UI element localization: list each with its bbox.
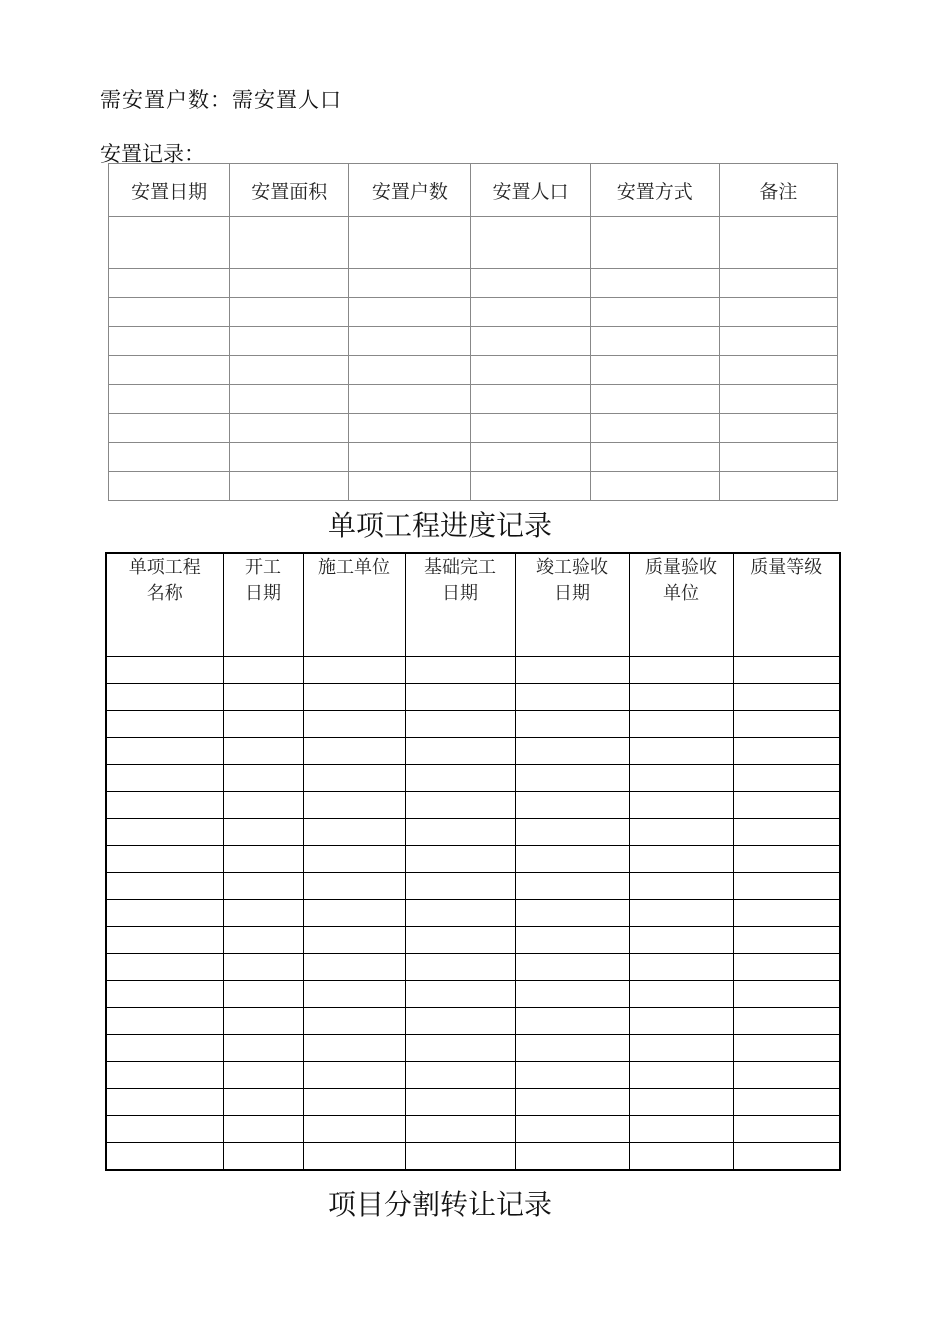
table-cell[interactable] (303, 1116, 405, 1143)
table-cell[interactable] (590, 269, 719, 298)
table-cell[interactable] (515, 927, 629, 954)
table-cell[interactable] (405, 846, 515, 873)
column-header: 安置方式 (590, 164, 719, 217)
table-cell[interactable] (629, 765, 733, 792)
table-cell[interactable] (106, 873, 223, 900)
table-cell[interactable] (471, 414, 590, 443)
table-cell[interactable] (590, 472, 719, 501)
column-header (733, 553, 840, 657)
table-cell[interactable] (106, 792, 223, 819)
table-cell[interactable] (109, 385, 230, 414)
table-cell[interactable] (590, 327, 719, 356)
table-header-row (109, 164, 838, 217)
table-cell[interactable] (230, 472, 349, 501)
table-cell[interactable] (515, 900, 629, 927)
column-header: 安置人口 (471, 164, 590, 217)
table-cell[interactable] (223, 819, 303, 846)
table-cell[interactable] (405, 900, 515, 927)
column-header (629, 553, 733, 657)
table-cell[interactable] (515, 819, 629, 846)
column-header (515, 553, 629, 657)
table-cell[interactable] (405, 1035, 515, 1062)
table-cell[interactable] (106, 765, 223, 792)
table-row (109, 269, 838, 298)
table-cell[interactable] (515, 846, 629, 873)
table-cell[interactable] (109, 356, 230, 385)
table-cell[interactable] (106, 738, 223, 765)
table-cell[interactable] (733, 1143, 840, 1171)
table-cell[interactable] (719, 443, 837, 472)
table-cell[interactable] (223, 738, 303, 765)
column-header-line: 日期 (442, 583, 478, 604)
table-cell[interactable] (223, 927, 303, 954)
table-cell[interactable] (109, 298, 230, 327)
table-cell[interactable] (349, 269, 471, 298)
table-cell[interactable] (629, 981, 733, 1008)
table-cell[interactable] (106, 1089, 223, 1116)
table-row (106, 657, 840, 684)
table-cell[interactable] (629, 711, 733, 738)
table-row (106, 1089, 840, 1116)
table-cell[interactable] (349, 327, 471, 356)
column-header-line: 开工 (245, 557, 281, 578)
table-cell[interactable] (303, 738, 405, 765)
table-cell[interactable] (223, 1143, 303, 1171)
table-cell[interactable] (590, 443, 719, 472)
table-cell[interactable] (223, 900, 303, 927)
table-cell[interactable] (106, 981, 223, 1008)
records-label: 安置记录： (100, 142, 205, 166)
column-header-line: 名称 (146, 583, 183, 604)
column-header-line: 质量等级 (750, 557, 823, 578)
table-cell[interactable] (719, 327, 837, 356)
table-cell[interactable] (719, 414, 837, 443)
table-cell[interactable] (223, 684, 303, 711)
table-row (106, 1035, 840, 1062)
table-cell[interactable] (349, 298, 471, 327)
table-cell[interactable] (629, 1062, 733, 1089)
table-cell[interactable] (109, 443, 230, 472)
table-cell[interactable] (303, 657, 405, 684)
table-row (106, 873, 840, 900)
table-cell[interactable] (733, 711, 840, 738)
table-cell[interactable] (515, 657, 629, 684)
table-cell[interactable] (230, 217, 349, 269)
table-cell[interactable] (223, 1116, 303, 1143)
table-cell[interactable] (733, 954, 840, 981)
table-cell[interactable] (733, 873, 840, 900)
table-cell[interactable] (515, 684, 629, 711)
table-cell[interactable] (515, 873, 629, 900)
table-cell[interactable] (733, 1008, 840, 1035)
table-cell[interactable] (733, 684, 840, 711)
table-cell[interactable] (733, 819, 840, 846)
column-header (303, 553, 405, 657)
table-row (109, 472, 838, 501)
table-cell[interactable] (303, 873, 405, 900)
table-row (109, 298, 838, 327)
table-cell[interactable] (223, 1062, 303, 1089)
column-header-line: 单项工程 (128, 557, 201, 578)
transfer-title: 项目分割转让记录 (327, 1188, 552, 1221)
table-cell[interactable] (223, 846, 303, 873)
table-cell[interactable] (230, 443, 349, 472)
table-row (109, 385, 838, 414)
table-cell[interactable] (349, 385, 471, 414)
resettlement-table (108, 163, 838, 501)
table-cell[interactable] (629, 1089, 733, 1116)
table-cell[interactable] (223, 981, 303, 1008)
table-cell[interactable] (109, 327, 230, 356)
table-cell[interactable] (590, 298, 719, 327)
table-cell[interactable] (405, 1008, 515, 1035)
table-cell[interactable] (719, 269, 837, 298)
table-row (106, 765, 840, 792)
table-row (106, 1008, 840, 1035)
table-cell[interactable] (405, 765, 515, 792)
table-cell[interactable] (733, 927, 840, 954)
table-cell[interactable] (733, 1035, 840, 1062)
column-header-line: 单位 (663, 583, 699, 604)
table-row (106, 711, 840, 738)
table-cell[interactable] (719, 298, 837, 327)
table-cell[interactable] (303, 981, 405, 1008)
table-cell[interactable] (471, 327, 590, 356)
table-cell[interactable] (405, 657, 515, 684)
column-header-line: 基础完工 (424, 557, 496, 578)
table-cell[interactable] (590, 217, 719, 269)
table-cell[interactable] (719, 356, 837, 385)
table-cell[interactable] (106, 954, 223, 981)
table-cell[interactable] (405, 1143, 515, 1171)
table-cell[interactable] (349, 356, 471, 385)
table-cell[interactable] (590, 385, 719, 414)
table-cell[interactable] (349, 217, 471, 269)
table-cell[interactable] (109, 414, 230, 443)
column-header: 安置日期 (109, 164, 230, 217)
table-cell[interactable] (223, 792, 303, 819)
table-cell[interactable] (223, 873, 303, 900)
table-cell[interactable] (303, 1035, 405, 1062)
table-cell[interactable] (471, 269, 590, 298)
table-row (106, 954, 840, 981)
table-cell[interactable] (629, 819, 733, 846)
column-header-line: 日期 (245, 583, 281, 604)
table-cell[interactable] (629, 900, 733, 927)
needs-line: 需安置户数：需安置人口 (100, 88, 342, 112)
table-cell[interactable] (106, 711, 223, 738)
table-row (106, 900, 840, 927)
progress-title: 单项工程进度记录 (327, 509, 552, 542)
table-cell[interactable] (223, 711, 303, 738)
table-cell[interactable] (405, 981, 515, 1008)
table-cell[interactable] (471, 443, 590, 472)
table-cell[interactable] (733, 846, 840, 873)
table-cell[interactable] (405, 684, 515, 711)
table-cell[interactable] (405, 711, 515, 738)
table-cell[interactable] (515, 738, 629, 765)
table-cell[interactable] (629, 792, 733, 819)
table-cell[interactable] (719, 217, 837, 269)
table-cell[interactable] (515, 1035, 629, 1062)
table-row (109, 443, 838, 472)
table-cell[interactable] (733, 657, 840, 684)
column-header (405, 553, 515, 657)
table-cell[interactable] (230, 385, 349, 414)
table-cell[interactable] (515, 1089, 629, 1116)
table-cell[interactable] (303, 1089, 405, 1116)
table-row (106, 1116, 840, 1143)
table-cell[interactable] (230, 269, 349, 298)
table-cell[interactable] (629, 657, 733, 684)
table-cell[interactable] (629, 1008, 733, 1035)
table-cell[interactable] (106, 1062, 223, 1089)
table-cell[interactable] (106, 846, 223, 873)
table-cell[interactable] (471, 217, 590, 269)
table-cell[interactable] (230, 414, 349, 443)
column-header (106, 553, 223, 657)
table-row (106, 738, 840, 765)
table-cell[interactable] (405, 1116, 515, 1143)
table-cell[interactable] (515, 954, 629, 981)
table-cell[interactable] (719, 385, 837, 414)
table-cell[interactable] (629, 873, 733, 900)
table-row (106, 792, 840, 819)
table-cell[interactable] (106, 927, 223, 954)
column-header-line: 竣工验收 (536, 557, 608, 578)
table-cell[interactable] (515, 981, 629, 1008)
table-cell[interactable] (106, 1035, 223, 1062)
table-cell[interactable] (230, 298, 349, 327)
table-cell[interactable] (733, 765, 840, 792)
table-cell[interactable] (733, 981, 840, 1008)
table-cell[interactable] (629, 738, 733, 765)
table-cell[interactable] (405, 1089, 515, 1116)
table-cell[interactable] (106, 819, 223, 846)
table-cell[interactable] (629, 846, 733, 873)
table-cell[interactable] (303, 927, 405, 954)
table-cell[interactable] (303, 819, 405, 846)
column-header-line: 施工单位 (318, 557, 390, 578)
table-cell[interactable] (230, 327, 349, 356)
table-cell[interactable] (515, 1008, 629, 1035)
table-cell[interactable] (471, 472, 590, 501)
table-cell[interactable] (223, 1089, 303, 1116)
column-header: 备注 (719, 164, 837, 217)
table-cell[interactable] (349, 443, 471, 472)
table-cell[interactable] (733, 900, 840, 927)
table-cell[interactable] (515, 765, 629, 792)
table-cell[interactable] (106, 657, 223, 684)
column-header-line: 日期 (554, 583, 590, 604)
table-header-row (106, 553, 840, 657)
table-cell[interactable] (223, 1008, 303, 1035)
table-cell[interactable] (405, 792, 515, 819)
table-cell[interactable] (733, 792, 840, 819)
table-cell[interactable] (303, 684, 405, 711)
table-row (109, 414, 838, 443)
table-cell[interactable] (223, 765, 303, 792)
table-cell[interactable] (471, 356, 590, 385)
table-row (109, 356, 838, 385)
table-cell[interactable] (590, 414, 719, 443)
table-cell[interactable] (223, 1035, 303, 1062)
table-cell[interactable] (629, 1035, 733, 1062)
table-cell[interactable] (405, 1062, 515, 1089)
table-cell[interactable] (719, 472, 837, 501)
table-cell[interactable] (629, 684, 733, 711)
table-cell[interactable] (303, 1062, 405, 1089)
table-cell[interactable] (109, 269, 230, 298)
column-header: 安置户数 (349, 164, 471, 217)
table-row (106, 846, 840, 873)
table-cell[interactable] (106, 1008, 223, 1035)
column-header (223, 553, 303, 657)
table-cell[interactable] (405, 819, 515, 846)
table-cell[interactable] (629, 1116, 733, 1143)
table-cell[interactable] (733, 1116, 840, 1143)
table-cell[interactable] (223, 954, 303, 981)
table-cell[interactable] (515, 792, 629, 819)
column-header-line: 质量验收 (645, 557, 717, 578)
table-cell[interactable] (515, 1143, 629, 1171)
table-cell[interactable] (629, 954, 733, 981)
table-cell[interactable] (405, 873, 515, 900)
table-cell[interactable] (106, 1116, 223, 1143)
table-cell[interactable] (515, 711, 629, 738)
table-cell[interactable] (405, 738, 515, 765)
table-cell[interactable] (303, 954, 405, 981)
table-cell[interactable] (349, 472, 471, 501)
table-cell[interactable] (303, 765, 405, 792)
table-cell[interactable] (349, 414, 471, 443)
progress-table (105, 552, 841, 1171)
table-row (109, 217, 838, 269)
table-cell[interactable] (230, 356, 349, 385)
table-cell[interactable] (109, 217, 230, 269)
table-row (106, 1062, 840, 1089)
table-cell[interactable] (405, 954, 515, 981)
table-cell[interactable] (733, 738, 840, 765)
table-cell[interactable] (733, 1089, 840, 1116)
table-cell[interactable] (629, 927, 733, 954)
table-row (109, 327, 838, 356)
table-row (106, 684, 840, 711)
table-cell[interactable] (733, 1062, 840, 1089)
table-cell[interactable] (629, 1143, 733, 1171)
table-cell[interactable] (106, 1143, 223, 1171)
table-cell[interactable] (106, 900, 223, 927)
table-cell[interactable] (515, 1062, 629, 1089)
table-row (106, 927, 840, 954)
table-cell[interactable] (109, 472, 230, 501)
table-cell[interactable] (303, 792, 405, 819)
table-row (106, 1143, 840, 1171)
table-cell[interactable] (303, 1008, 405, 1035)
table-cell[interactable] (106, 684, 223, 711)
table-row (106, 981, 840, 1008)
table-cell[interactable] (471, 385, 590, 414)
table-cell[interactable] (223, 657, 303, 684)
table-cell[interactable] (515, 1116, 629, 1143)
table-row (106, 819, 840, 846)
column-header: 安置面积 (230, 164, 349, 217)
table-cell[interactable] (471, 298, 590, 327)
table-cell[interactable] (590, 356, 719, 385)
table-cell[interactable] (303, 1143, 405, 1171)
table-cell[interactable] (405, 927, 515, 954)
table-cell[interactable] (303, 846, 405, 873)
table-cell[interactable] (303, 711, 405, 738)
table-cell[interactable] (303, 900, 405, 927)
